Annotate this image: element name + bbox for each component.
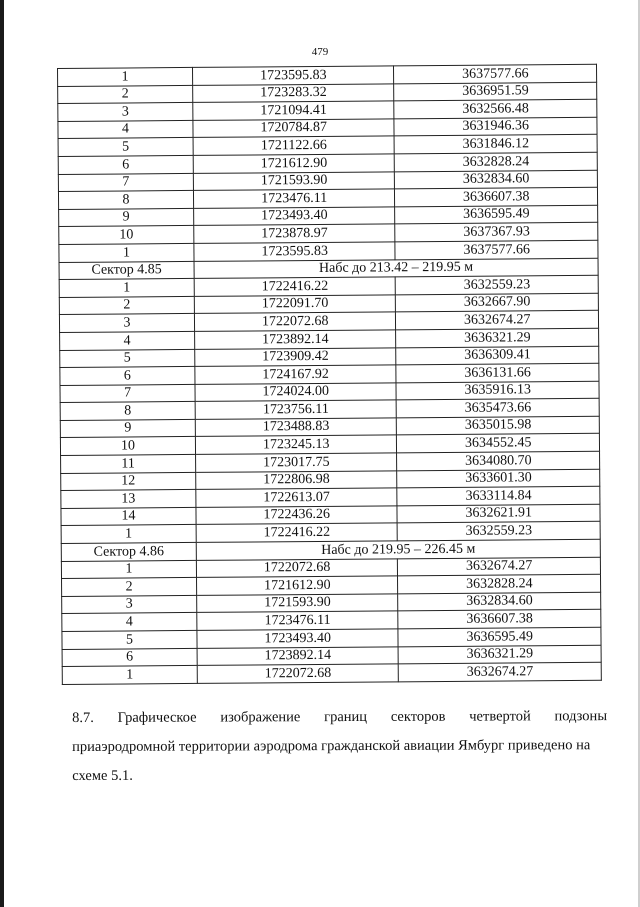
point-number-cell: 5: [62, 630, 197, 649]
point-number-cell: 6: [60, 367, 195, 386]
y-coordinate-cell: 3632674.27: [399, 662, 602, 681]
x-coordinate-cell: 1723476.11: [197, 611, 399, 630]
x-coordinate-cell: 1724024.00: [195, 383, 397, 402]
sector-height-cell: Набс до 219.95 – 226.45 м: [196, 539, 600, 560]
point-number-cell: 6: [62, 648, 197, 667]
y-coordinate-cell: 3637577.66: [395, 240, 598, 259]
y-coordinate-cell: 3633114.84: [397, 486, 600, 505]
x-coordinate-cell: 1722613.07: [196, 488, 398, 507]
y-coordinate-cell: 3631946.36: [394, 117, 597, 136]
point-number-cell: 5: [60, 349, 195, 368]
point-number-cell: 7: [58, 173, 193, 192]
y-coordinate-cell: 3632828.24: [395, 152, 598, 171]
y-coordinate-cell: 3632559.23: [396, 275, 599, 294]
x-coordinate-cell: 1720784.87: [193, 119, 395, 138]
paragraph-line-2: приаэродромной территории аэродрома гражданской авиации Ямбург приведено на: [72, 737, 591, 755]
x-coordinate-cell: 1722806.98: [196, 470, 398, 489]
x-coordinate-cell: 1721612.90: [193, 154, 395, 173]
y-coordinate-cell: 3635473.66: [397, 399, 600, 418]
x-coordinate-cell: 1723892.14: [197, 646, 399, 665]
x-coordinate-cell: 1722091.70: [194, 295, 396, 314]
x-coordinate-cell: 1723892.14: [195, 330, 397, 349]
x-coordinate-cell: 1721593.90: [193, 171, 395, 190]
x-coordinate-cell: 1722416.22: [194, 277, 396, 296]
y-coordinate-cell: 3632621.91: [397, 504, 600, 523]
y-coordinate-cell: 3636309.41: [396, 346, 599, 365]
x-coordinate-cell: 1723283.32: [193, 83, 395, 102]
y-coordinate-cell: 3636595.49: [398, 627, 601, 646]
y-coordinate-cell: 3636607.38: [395, 187, 598, 206]
y-coordinate-cell: 3632834.60: [398, 592, 601, 611]
point-number-cell: 11: [61, 454, 196, 473]
sector-height-cell: Набс до 213.42 – 219.95 м: [194, 258, 598, 279]
x-coordinate-cell: 1723756.11: [195, 400, 397, 419]
y-coordinate-cell: 3632667.90: [396, 293, 599, 312]
coordinates-table: [57, 64, 602, 685]
x-coordinate-cell: 1722436.26: [196, 506, 398, 525]
x-coordinate-cell: 1722072.68: [194, 312, 396, 331]
point-number-cell: 14: [61, 507, 196, 526]
y-coordinate-cell: 3633601.30: [397, 469, 600, 488]
y-coordinate-cell: 3636595.49: [395, 205, 598, 224]
x-coordinate-cell: 1723017.75: [196, 453, 398, 472]
y-coordinate-cell: 3632566.48: [394, 99, 597, 118]
x-coordinate-cell: 1723245.13: [195, 435, 397, 454]
y-coordinate-cell: 3632674.27: [396, 311, 599, 330]
x-coordinate-cell: 1723493.40: [194, 207, 396, 226]
point-number-cell: 4: [62, 613, 197, 632]
y-coordinate-cell: 3632559.23: [398, 522, 601, 541]
x-coordinate-cell: 1723476.11: [193, 189, 395, 208]
x-coordinate-cell: 1721612.90: [196, 576, 398, 595]
y-coordinate-cell: 3632674.27: [398, 557, 601, 576]
point-number-cell: 4: [58, 120, 193, 139]
x-coordinate-cell: 1723878.97: [194, 224, 396, 243]
point-number-cell: 2: [58, 85, 193, 104]
x-coordinate-cell: 1723909.42: [195, 347, 397, 366]
y-coordinate-cell: 3636321.29: [399, 645, 602, 664]
x-coordinate-cell: 1722072.68: [197, 664, 399, 683]
y-coordinate-cell: 3635916.13: [396, 381, 599, 400]
point-number-cell: 1: [58, 67, 193, 86]
point-number-cell: 3: [58, 103, 193, 122]
x-coordinate-cell: 1722416.22: [196, 523, 398, 542]
x-coordinate-cell: 1721122.66: [193, 136, 395, 155]
x-coordinate-cell: 1721593.90: [197, 594, 399, 613]
sector-name-cell: Сектор 4.86: [61, 542, 196, 561]
y-coordinate-cell: 3634080.70: [397, 451, 600, 470]
x-coordinate-cell: 1723493.40: [197, 629, 399, 648]
point-number-cell: 1: [61, 525, 196, 544]
y-coordinate-cell: 3632828.24: [398, 574, 601, 593]
coordinates-table-body: [58, 64, 602, 684]
y-coordinate-cell: 3631846.12: [395, 135, 598, 154]
point-number-cell: 2: [59, 296, 194, 315]
point-number-cell: 9: [59, 208, 194, 227]
point-number-cell: 1: [61, 560, 196, 579]
y-coordinate-cell: 3634552.45: [397, 434, 600, 453]
point-number-cell: 2: [62, 578, 197, 597]
point-number-cell: 8: [60, 402, 195, 421]
x-coordinate-cell: 1723488.83: [195, 418, 397, 437]
point-number-cell: 10: [59, 226, 194, 245]
point-number-cell: 9: [60, 419, 195, 438]
point-number-cell: 3: [62, 595, 197, 614]
y-coordinate-cell: 3637367.93: [395, 223, 598, 242]
point-number-cell: 5: [58, 138, 193, 157]
scan-edge-left: [0, 0, 4, 907]
x-coordinate-cell: 1722072.68: [196, 558, 398, 577]
sector-name-cell: Сектор 4.85: [59, 261, 194, 280]
point-number-cell: 1: [59, 243, 194, 262]
y-coordinate-cell: 3637577.66: [394, 64, 597, 83]
point-number-cell: 3: [59, 314, 194, 333]
point-number-cell: 4: [60, 331, 195, 350]
y-coordinate-cell: 3635015.98: [397, 416, 600, 435]
x-coordinate-cell: 1723595.83: [192, 66, 394, 85]
point-number-cell: 1: [59, 279, 194, 298]
point-number-cell: 1: [62, 666, 197, 685]
point-number-cell: 10: [60, 437, 195, 456]
point-number-cell: 8: [58, 191, 193, 210]
point-number-cell: 12: [61, 472, 196, 491]
point-number-cell: 6: [58, 155, 193, 174]
x-coordinate-cell: 1724167.92: [195, 365, 397, 384]
y-coordinate-cell: 3636131.66: [396, 363, 599, 382]
paragraph-8-7: [72, 702, 607, 791]
y-coordinate-cell: 3632834.60: [395, 170, 598, 189]
x-coordinate-cell: 1721094.41: [193, 101, 395, 120]
y-coordinate-cell: 3636951.59: [394, 82, 597, 101]
y-coordinate-cell: 3636321.29: [396, 328, 599, 347]
x-coordinate-cell: 1723595.83: [194, 242, 396, 261]
point-number-cell: 13: [61, 490, 196, 509]
point-number-cell: 7: [60, 384, 195, 403]
table-row: [62, 662, 601, 684]
y-coordinate-cell: 3636607.38: [398, 610, 601, 629]
paragraph-line-1: 8.7. Графическое изображение границ секторов четвертой подзоны: [72, 708, 608, 726]
page-number: 479: [311, 46, 329, 58]
paragraph-line-3: схеме 5.1.: [72, 767, 133, 784]
